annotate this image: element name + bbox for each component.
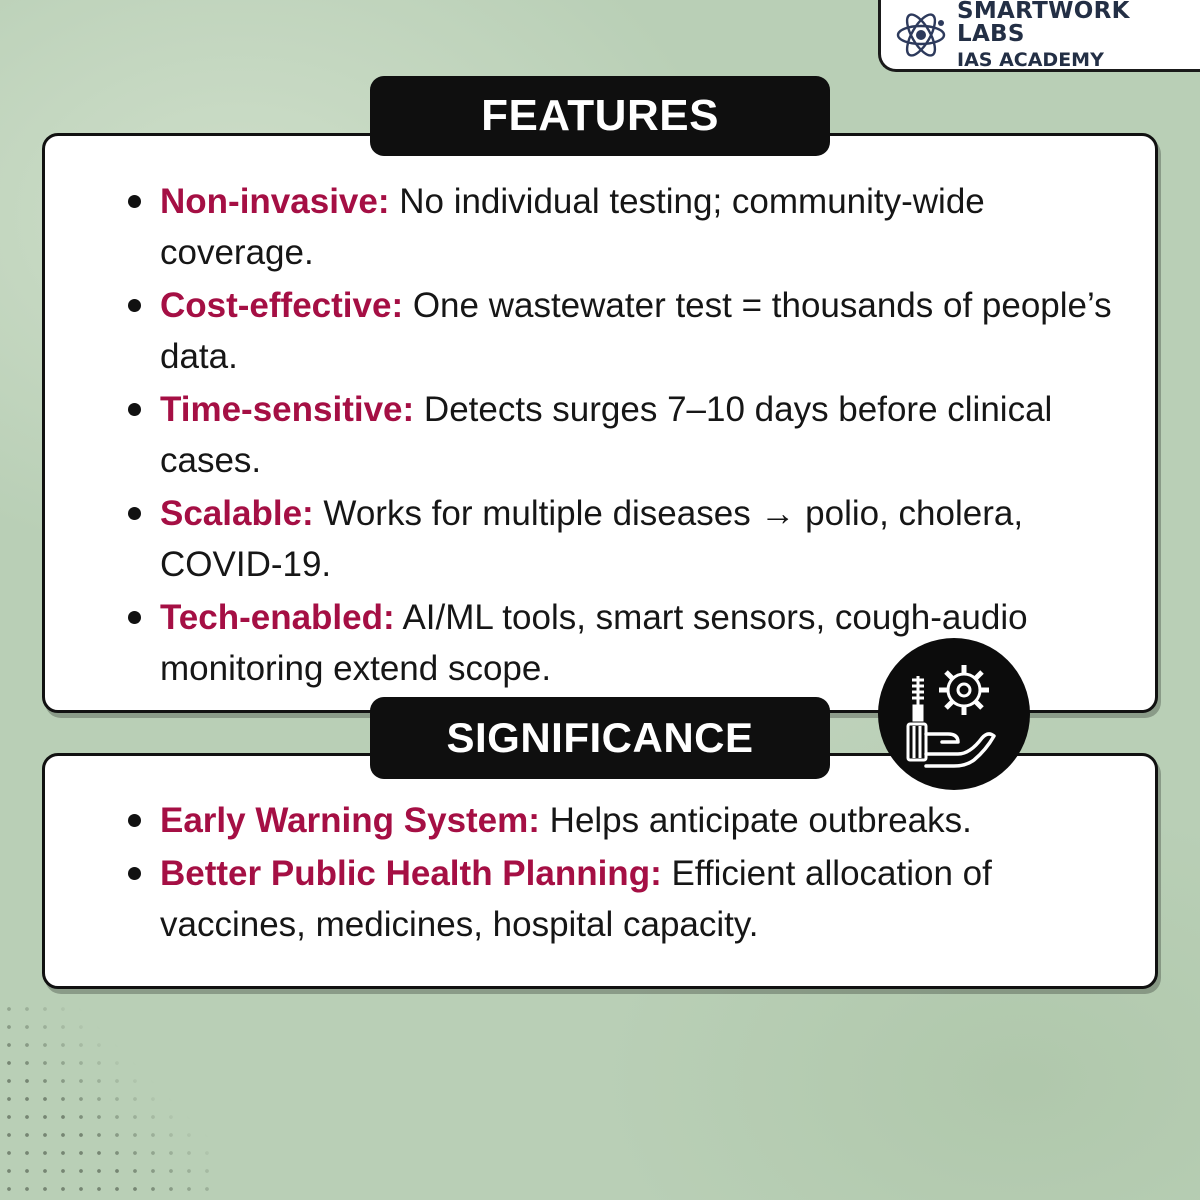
features-heading: FEATURES — [370, 76, 830, 156]
list-item — [118, 795, 1128, 846]
significance-text: Efficient allocation of vaccines, medicines, hospital capacity. — [160, 854, 992, 944]
list-item — [118, 848, 1128, 950]
bullet-icon — [128, 299, 141, 312]
list-item — [118, 176, 1128, 278]
dot-pattern-decoration — [0, 1000, 220, 1200]
feature-term: Scalable: — [160, 494, 314, 533]
bullet-icon — [128, 403, 141, 416]
feature-text: Works for multiple diseases → polio, cholera, COVID-19. — [160, 494, 1024, 584]
brand-badge — [878, 0, 1200, 72]
significance-text: Helps anticipate outbreaks. — [539, 801, 972, 840]
significance-term: Better Public Health Planning: — [160, 854, 662, 893]
bullet-icon — [128, 867, 141, 880]
significance-heading: SIGNIFICANCE — [370, 697, 830, 779]
feature-text: One wastewater test = thousands of people’s data. — [160, 286, 1112, 376]
feature-text: Detects surges 7–10 days before clinical cases. — [160, 390, 1053, 480]
brand-title: SMARTWORK LABS — [957, 0, 1130, 47]
feature-term: Cost-effective: — [160, 286, 404, 325]
feature-text: No individual testing; community-wide coverage. — [160, 182, 985, 272]
bullet-icon — [128, 814, 141, 827]
significance-term: Early Warning System: — [160, 801, 540, 840]
atom-icon — [895, 9, 947, 61]
significance-list — [118, 795, 1128, 952]
brand-subtitle: IAS ACADEMY — [957, 48, 1104, 71]
features-list — [118, 176, 1128, 696]
feature-text: AI/ML tools, smart sensors, cough-audio monitoring extend scope. — [160, 598, 1028, 688]
list-item — [118, 384, 1128, 486]
bullet-icon — [128, 195, 141, 208]
list-item — [118, 488, 1128, 590]
feature-term: Time-sensitive: — [160, 390, 415, 429]
bullet-icon — [128, 507, 141, 520]
bullet-icon — [128, 611, 141, 624]
hand-gear-tech-icon — [878, 638, 1030, 790]
feature-term: Tech-enabled: — [160, 598, 395, 637]
list-item — [118, 280, 1128, 382]
feature-term: Non-invasive: — [160, 182, 390, 221]
